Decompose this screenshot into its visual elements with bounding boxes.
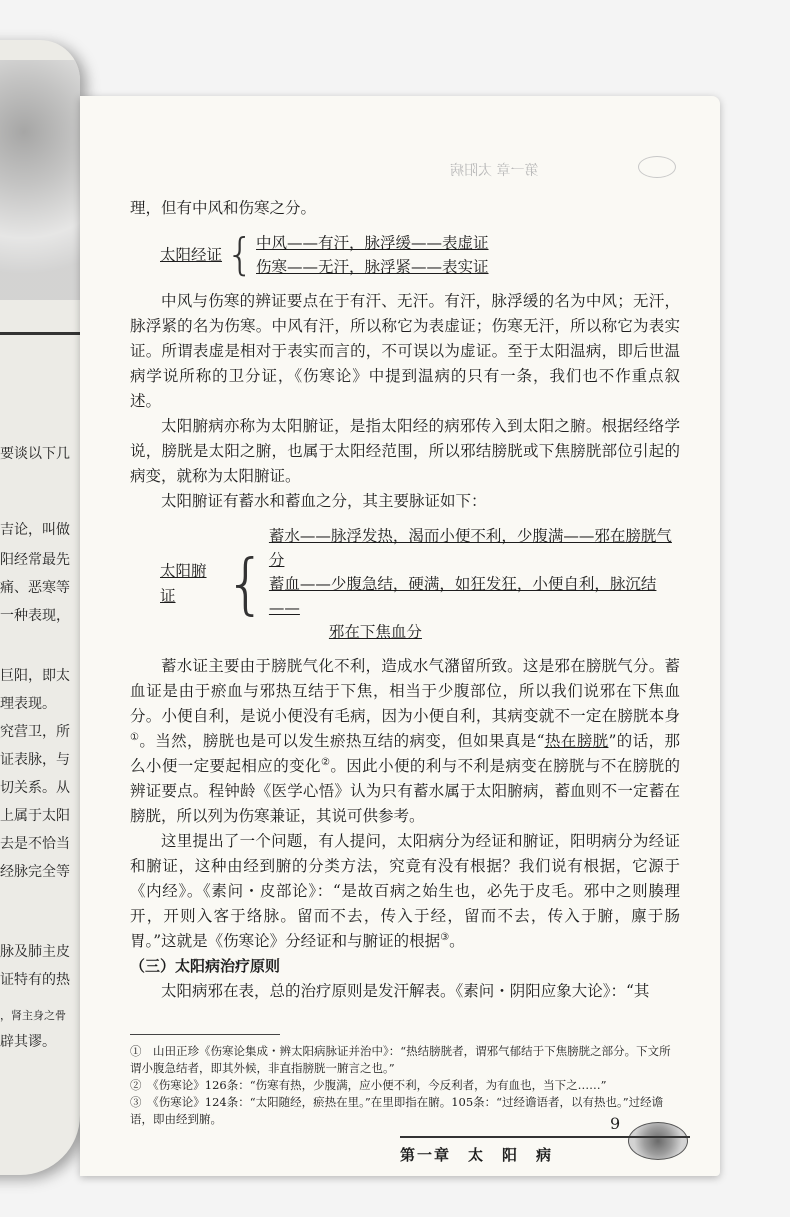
book-page: [80, 96, 720, 1176]
section-heading: （三）太阳病治疗原则: [130, 957, 281, 975]
footnote-marker[interactable]: ②: [320, 756, 331, 768]
page-number: 9: [610, 1114, 621, 1133]
page-footer: [400, 1114, 700, 1164]
landscape-ornament-icon: [628, 1122, 688, 1160]
left-page-line: 去是不恰当: [0, 836, 70, 852]
diagram-line: 邪在下焦血分: [328, 623, 422, 641]
left-page-line: 经脉完全等: [0, 864, 70, 880]
paragraph: 太阳腑病亦称为太阳腑证，是指太阳经的病邪传入到太阳之腑。根据经络学说，膀胱是太阳之腑，也属于太阳经范围，所以邪结膀胱或下焦膀胱部位引起的病变，就称为太阳腑证。: [130, 417, 680, 485]
text-run: 。当然，膀胱也是可以发生瘀热互结的病变，但如果真是“: [139, 732, 545, 750]
footer-rule: [400, 1136, 690, 1138]
paragraph: 中风与伤寒的辨证要点在于有汗、无汗。有汗，脉浮缓的名为中风；无汗，脉浮紧的名为伤寒。中风有汗，所以称它为表虚证；伤寒无汗，所以称它为表实证。所谓表虚是相对于表实而言的，不可误以为虚证。至于太阳温病，即后世温病学说所称的卫分证，《伤寒论》中提到温病的只有一条，我们也不作重点叙述。: [130, 292, 680, 410]
left-page-line: 脉及肺主皮: [0, 944, 70, 960]
diagram-line: 中风——有汗，脉浮缓——表虚证: [256, 234, 489, 252]
left-page-line: 辟其谬。: [0, 1034, 56, 1050]
paragraph: [130, 654, 680, 829]
left-page-illustration: [0, 60, 80, 300]
left-page-line: 切关系。从: [0, 780, 70, 796]
bleed-through-header: 第一章 太阳病: [450, 163, 539, 179]
diagram-line: 伤寒——无汗，脉浮紧——表实证: [256, 258, 489, 276]
footnote: ① 山田正珍《伤寒论集成・辨太阳病脉证并治中》：“热结膀胱者，谓邪气郁结于下焦膀胱之部分。下文所谓小腹急结者，即其外候，非直指膀胱一腑言之也。”: [130, 1044, 671, 1075]
text-run: 这里提出了一个问题，有人提问，太阳病分为经证和腑证，阳明病分为经证和腑证，这种由经到腑的分类方法，究竟有没有根据？我们说有根据，它源于《内经》。《素问・皮部论》：“是故百病之始生也，必先于皮毛。邪中之则腠理开，开则入客于络脉。留而不去，传入于经，留而不去，传入于腑，廪于肠胃。”这就是《伤寒论》分经证和与腑证的根据: [130, 832, 680, 950]
left-page-line: 阳经常最先: [0, 552, 70, 568]
text-run: 蓄水证主要由于膀胱气化不利，造成水气潴留所致。这是邪在膀胱气分。蓄血证是由于瘀血与邪热互结于下焦，相当于少腹部位，所以我们说邪在下焦血分。小便自利，是说小便没有毛病，因为小便自利，其病变就不一定在膀胱本身: [130, 657, 680, 725]
text-run: 。因此小便的利与不利是病变在膀胱与不在膀胱的辨证要点。程钟龄《医学心悟》认为只有蓄水属于太阳腑病，蓄血则不一定蓄在膀胱，所以列为伤寒兼证，其说可供参考。: [130, 757, 680, 825]
paragraph: 太阳病邪在表，总的治疗原则是发汗解表。《素问・阴阳应象大论》：“其: [161, 982, 650, 1000]
diagram-label: 太阳腑证: [160, 562, 207, 605]
paragraph: 太阳腑证有蓄水和蓄血之分，其主要脉证如下：: [161, 492, 487, 510]
brace-icon: {: [224, 545, 267, 622]
footnote: ③ 《伤寒论》124条：“太阳随经，瘀热在里。”在里即指在腑。105条：“过经谵语者，以有热也。”过经谵语，即由经到腑。: [130, 1095, 664, 1126]
left-page-line: 上属于太阳: [0, 808, 70, 824]
footnote-marker[interactable]: ③: [440, 931, 450, 943]
text-run: 。: [449, 932, 465, 950]
left-page-line: 要谈以下几: [0, 446, 70, 462]
text-run: ”的话，那么小便一定要起相应的变化: [130, 732, 680, 775]
left-page-line: 巨阳，即太: [0, 668, 70, 684]
diagram-line: 蓄血——少腹急结，硬满，如狂发狂，小便自利，脉沉结——: [268, 575, 657, 617]
left-page-rule: [0, 332, 80, 335]
footnote-marker[interactable]: ①: [130, 731, 140, 743]
left-page-line: 证特有的热: [0, 972, 70, 988]
left-page-line: 证表脉，与: [0, 752, 70, 768]
meridian-syndrome-diagram: [160, 231, 680, 279]
page-body: [130, 196, 680, 1128]
left-page-line: 一种表现，: [0, 608, 70, 624]
left-page-line: 究营卫，所: [0, 724, 70, 740]
diagram-label: 太阳经证: [160, 245, 223, 264]
opening-line: 理，但有中风和伤寒之分。: [130, 199, 317, 217]
left-page: [0, 40, 80, 1175]
paragraph: [130, 829, 680, 954]
underlined-term: 热在膀胱: [544, 732, 609, 750]
bleed-through-ornament: [638, 156, 676, 178]
left-page-line: 痛、恶寒等: [0, 580, 70, 596]
footnote-divider: [130, 1034, 280, 1035]
left-page-line: ，肾主身之骨: [0, 1009, 66, 1022]
left-page-line: 理表现。: [0, 696, 56, 712]
diagram-line: 蓄水——脉浮发热，渴而小便不利，少腹满——邪在膀胱气分: [268, 527, 672, 569]
bowel-syndrome-diagram: [160, 524, 680, 644]
footer-chapter-title: 第一章 太 阳 病: [400, 1146, 554, 1164]
left-page-line: 吉论，叫做: [0, 522, 70, 538]
brace-icon: {: [226, 229, 255, 280]
footnote: ② 《伤寒论》126条：“伤寒有热，少腹满，应小便不利，今反利者，为有血也，当下之……”: [130, 1078, 607, 1092]
